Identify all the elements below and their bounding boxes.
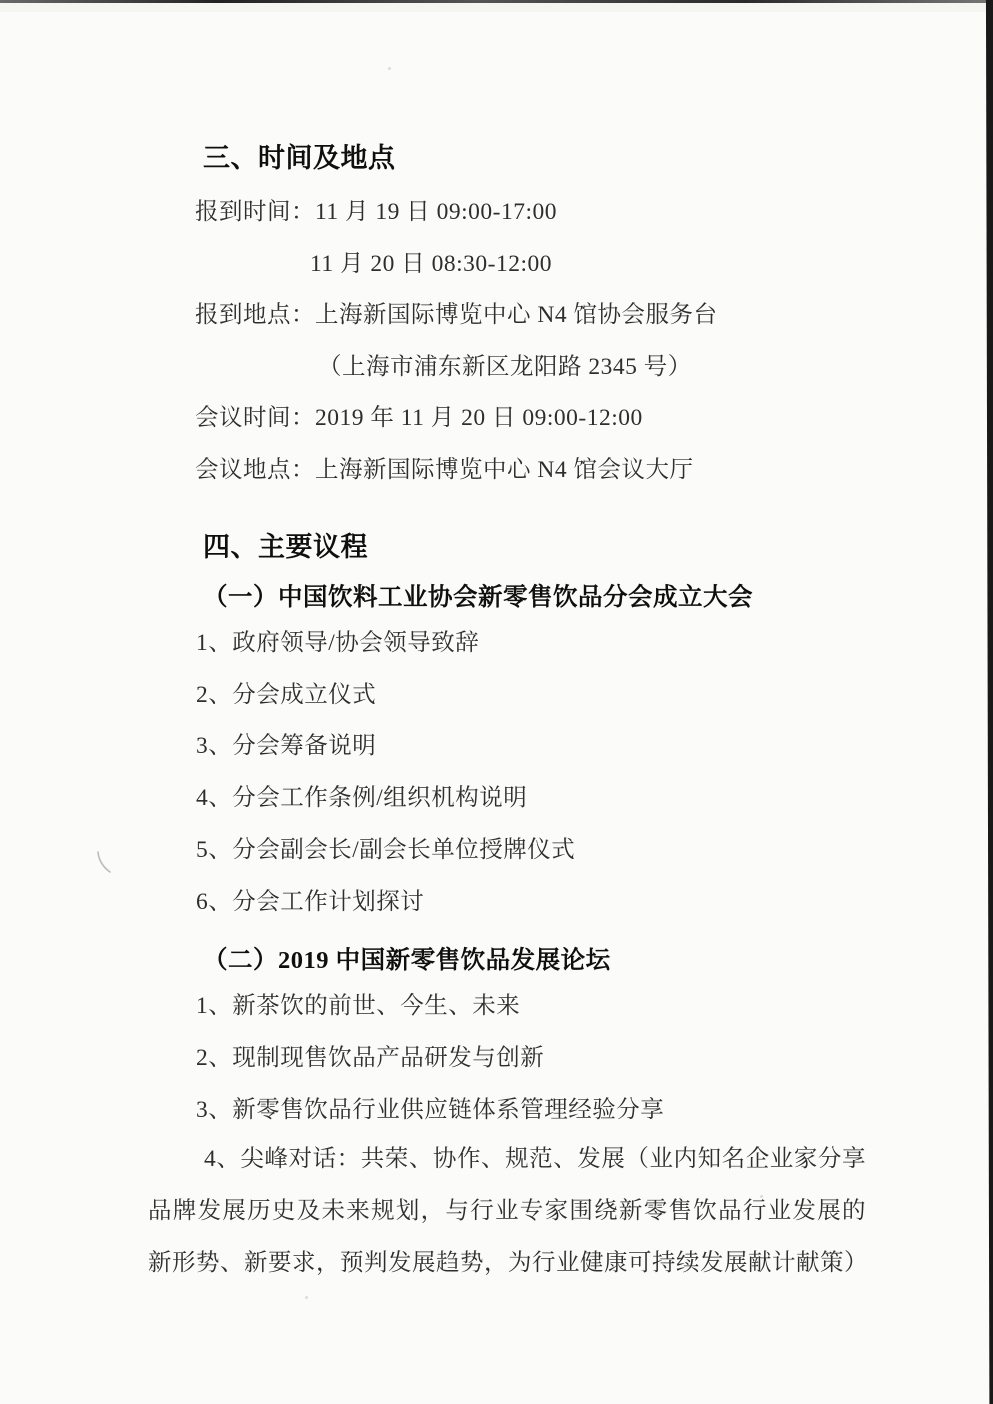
scan-right-edge: [985, 0, 993, 1404]
agenda-part2-item-1: 1、新茶饮的前世、今生、未来: [196, 993, 521, 1019]
registration-place-line-2: （上海市浦东新区龙阳路 2345 号）: [318, 354, 692, 380]
section-agenda-heading: 四、主要议程: [203, 532, 368, 562]
scan-top-band: [0, 3, 993, 12]
agenda-part2-item-3: 3、新零售饮品行业供应链体系管理经验分享: [196, 1097, 665, 1123]
registration-time-line-1: 报到时间：11 月 19 日 09:00-17:00: [195, 199, 558, 225]
agenda-part1-item-1: 1、政府领导/协会领导致辞: [196, 630, 480, 656]
scan-speck: [305, 1296, 308, 1299]
agenda-part1-item-3: 3、分会筹备说明: [196, 733, 377, 759]
agenda-part2-heading: （二）2019 中国新零售饮品发展论坛: [203, 947, 611, 974]
scan-speck: [388, 67, 391, 70]
agenda-part1-item-5: 5、分会副会长/副会长单位授牌仪式: [196, 837, 576, 863]
agenda-part1-item-2: 2、分会成立仪式: [196, 682, 377, 708]
registration-place-line-1: 报到地点：上海新国际博览中心 N4 馆协会服务台: [195, 302, 718, 328]
agenda-part2-item-4-paragraph: 4、尖峰对话：共荣、协作、规范、发展（业内知名企业家分享品牌发展历史及未来规划，与行业专家围绕新零售饮品行业发展的新形势、新要求，预判发展趋势，为行业健康可持续发展献计献策）: [148, 1146, 868, 1276]
meeting-place-line: 会议地点：上海新国际博览中心 N4 馆会议大厅: [195, 457, 694, 483]
scan-stray-mark: [96, 850, 116, 878]
registration-time-line-2: 11 月 20 日 08:30-12:00: [310, 251, 553, 277]
section-time-location-heading: 三、时间及地点: [203, 143, 396, 173]
agenda-part1-item-4: 4、分会工作条例/组织机构说明: [196, 785, 528, 811]
agenda-part2-item-2: 2、现制现售饮品产品研发与创新: [196, 1045, 545, 1071]
meeting-time-line: 会议时间：2019 年 11 月 20 日 09:00-12:00: [195, 405, 643, 431]
agenda-part1-heading: （一）中国饮料工业协会新零售饮品分会成立大会: [203, 584, 753, 611]
agenda-part1-item-6: 6、分会工作计划探讨: [196, 889, 425, 915]
